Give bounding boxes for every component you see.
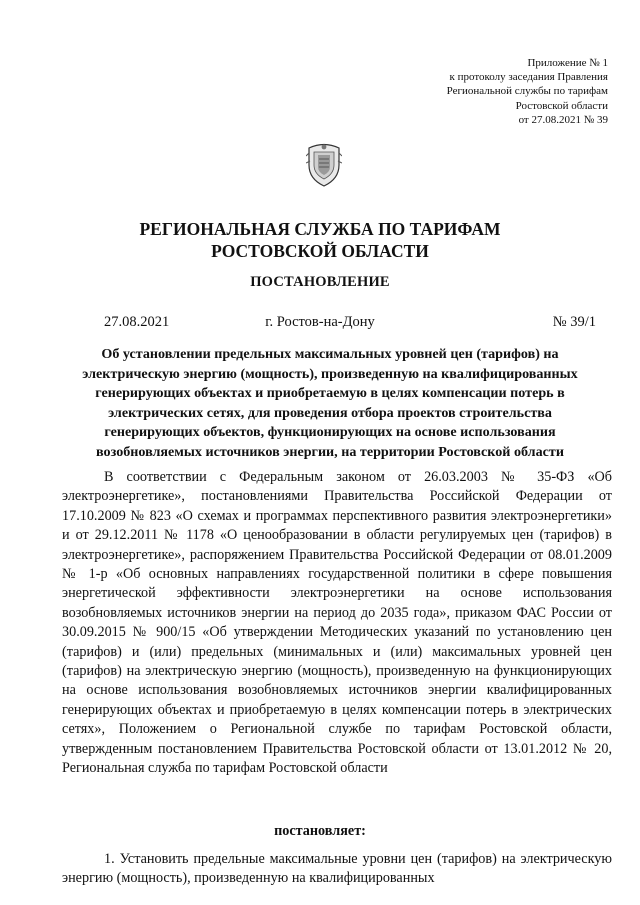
annex-line: к протоколу заседания Правления [449, 71, 608, 84]
annex-line: Региональной службы по тарифам [446, 85, 608, 98]
annex-block [368, 56, 608, 127]
ruling-word: постановляет: [274, 823, 366, 839]
organization-line: РЕГИОНАЛЬНАЯ СЛУЖБА ПО ТАРИФАМ [139, 219, 501, 239]
clause-1: 1. Установить предельные максимальные уровни цен (тарифов) на электрическую энергию (мощность), произведенную на квалифицированных [62, 851, 612, 887]
decree-city: г. Ростов-на-Дону [265, 314, 375, 330]
annex-line: Ростовской области [515, 99, 608, 112]
document-type: ПОСТАНОВЛЕНИЕ [250, 274, 390, 290]
decree-subject: Об установлении предельных максимальных уровней цен (тарифов) на электрическую энергию (мощность), произведенную на квалифицированных генерирующих объектах и приобретаемую в целях компенсации потерь в электрических сетях, для проведения отбора проектов строительства генерирующих объектов, функционирующих на основе использования возобновляемых источников энергии, на территории Ростовской области [82, 346, 578, 460]
organization-line: РОСТОВСКОЙ ОБЛАСТИ [211, 241, 429, 261]
annex-line: от 27.08.2021 № 39 [518, 113, 608, 126]
preamble-paragraph: В соответствии с Федеральным законом от 26.03.2003 № 35-ФЗ «Об электроэнергетике», постановлениями Правительства Российской Федерации от 17.10.2009 № 823 «О схемах и программах перспективного развития электроэнергетики» и от 29.12.2011 № 1178 «О ценообразовании в области регулируемых цен (тарифов) в электроэнергетике», распоряжением Правительства Российской Федерации от 08.01.2009 № 1-р «Об основных направлениях государственной политики в сфере повышения энергетической эффективности электроэнергетики на основе использования возобновляемых источников энергии на период до 2035 года», приказом ФАС России от 30.09.2015 № 900/15 «Об утверждении Методических указаний по установлению цен (тарифов) и (или) предельных (минимальных и (или) максимальных уровней цен (тарифов) на электрическую энергию (мощность), произведенную на функционирующих на основе использования возобновляемых источников энергии квалифицированных генерирующих объектах и приобретаемую в целях компенсации потерь в электрических сетях», Положением о Региональной службе по тарифам Ростовской области, утвержденным постановлением Правительства Ростовской области от 13.01.2012 № 20, Региональная служба по тарифам Ростовской области [62, 469, 612, 777]
coat-of-arms-icon [306, 141, 342, 187]
decree-number: № 39/1 [552, 314, 596, 330]
organization-title [0, 218, 640, 262]
decree-date: 27.08.2021 [104, 314, 170, 330]
annex-line: Приложение № 1 [527, 57, 608, 69]
